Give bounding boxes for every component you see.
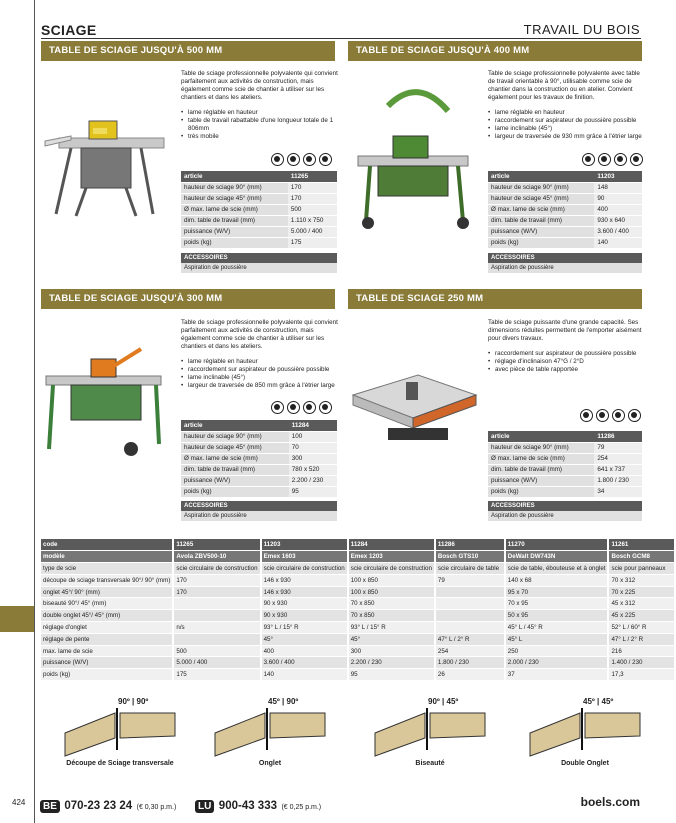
comparison-row: [41, 633, 675, 645]
row-label: onglet 45°/ 90° (mm): [41, 586, 173, 598]
goggles-icon: [628, 409, 641, 422]
ear-protection-icon: [303, 401, 316, 414]
product-photo: [348, 66, 480, 234]
cell-value: 250: [505, 645, 609, 657]
cell-value: 1.400 / 230: [608, 657, 675, 669]
safety-icon: [271, 153, 284, 166]
cut-label: Onglet: [258, 760, 282, 767]
product-title: TABLE DE SCIAGE 250 MM: [348, 289, 642, 309]
mask-icon: [303, 153, 316, 166]
row-label: réglage d'onglet: [41, 622, 173, 634]
ear-protection-icon: [598, 153, 611, 166]
page-tab: [0, 606, 34, 632]
cell-value: 93° L / 15° R: [261, 622, 348, 634]
cell-value: 146 x 930: [261, 574, 348, 586]
cell-value: 300: [348, 645, 435, 657]
rate-lu: (€ 0,25 p.m.): [281, 804, 322, 811]
wood-board-icon: [525, 708, 645, 758]
spec-table: article 11203 hauteur de sciage 90° (mm) 148 hauteur de sciage 45° (mm) 90 Ø max. lame de scie (mm) 400 dim. table de travail (mm) 930 x 640 puissance (W/V) 3.600 / 400 poids (kg) 140: [488, 171, 642, 249]
cell-value: 45° L: [505, 633, 609, 645]
row-label: modèle: [41, 551, 173, 563]
cell-value: 17,3: [608, 669, 675, 681]
cell-value: scie de table, ébouteuse et à onglet: [505, 563, 609, 575]
product-title: TABLE DE SCIAGE JUSQU'À 400 MM: [348, 41, 642, 61]
contact-lu: [195, 796, 321, 814]
cell-value: 50 x 95: [505, 610, 609, 622]
wood-board-icon: [370, 708, 490, 758]
cell-value: 95 x 70: [505, 586, 609, 598]
row-label: type de scie: [41, 563, 173, 575]
row-label: réglage de pente: [41, 633, 173, 645]
page-number: 424: [12, 798, 26, 807]
wood-piece-left: [65, 713, 115, 756]
row-label: découpe de sciage transversale 90°/ 90° (mm): [41, 574, 173, 586]
cell-value: 11203: [261, 539, 348, 551]
safety-icon: [580, 409, 593, 422]
cut-angles: [428, 697, 458, 706]
cell-value: 79: [435, 574, 505, 586]
row-label: code: [41, 539, 173, 551]
safety-icon: [271, 401, 284, 414]
cell-value: 26: [435, 669, 505, 681]
cell-value: 47° L / 2° R: [435, 633, 505, 645]
comparison-row: [41, 610, 675, 622]
cell-value: 95: [348, 669, 435, 681]
angle-1: 90º: [428, 697, 440, 706]
angle-separator: |: [594, 697, 602, 706]
cell-value: Emex 1603: [261, 551, 348, 563]
cut-angles: [583, 697, 613, 706]
cell-value: 140: [261, 669, 348, 681]
country-be: BE: [40, 800, 60, 813]
row-label: poids (kg): [41, 669, 173, 681]
comparison-row: [41, 598, 675, 610]
cell-value: 70 x 312: [608, 574, 675, 586]
cell-value: 90 x 930: [261, 610, 348, 622]
cell-value: scie circulaire de construction: [348, 563, 435, 575]
wood-piece-right: [120, 713, 175, 738]
cell-value: 70 x 95: [505, 598, 609, 610]
cell-value: 216: [608, 645, 675, 657]
cell-value: 70 x 225: [608, 586, 675, 598]
comparison-row: [41, 669, 675, 681]
cell-value: 100 x 850: [348, 574, 435, 586]
accessories: ACCESSOIRES Aspiration de poussière: [488, 501, 642, 521]
rate-be: (€ 0,30 p.m.): [136, 804, 177, 811]
ear-protection-icon: [287, 153, 300, 166]
product-description: Table de sciage puissante d'une grande capacité. Ses dimensions réduites permettent de l'emporter aisément pour divers travaux. • raccordement sur aspirateur de poussière possible • réglage d'inclinaison 47°G / 2°D • avec pièce de table rapportée: [488, 319, 646, 374]
cell-value: 400: [261, 645, 348, 657]
feature-icons: [271, 401, 332, 414]
cell-value: [173, 633, 260, 645]
cell-value: 45 x 225: [608, 610, 675, 622]
row-label: puissance (W/V): [41, 657, 173, 669]
comparison-row: [41, 586, 675, 598]
accessories: ACCESSOIRES Aspiration de poussière: [488, 253, 642, 273]
cell-value: [435, 622, 505, 634]
cut-label: Double Onglet: [561, 760, 609, 767]
section-title: TRAVAIL DU BOIS: [523, 22, 640, 37]
cell-value: 175: [173, 669, 260, 681]
cell-value: 11270: [505, 539, 609, 551]
goggles-icon: [319, 153, 332, 166]
cell-value: 52° L / 60° R: [608, 622, 675, 634]
cell-value: [173, 610, 260, 622]
angle-2: 45º: [446, 697, 459, 706]
contact-be: [40, 796, 176, 814]
comparison-table: [41, 539, 676, 681]
product-title: TABLE DE SCIAGE JUSQU'À 500 MM: [41, 41, 335, 61]
cut-label: Découpe de Sciage transversale: [66, 760, 174, 767]
mask-icon: [612, 409, 625, 422]
angle-1: 45º: [268, 697, 280, 706]
accessories: ACCESSOIRES Aspiration de poussière: [181, 501, 337, 521]
product-photo: [41, 314, 171, 464]
cell-value: 45°: [348, 633, 435, 645]
cell-value: scie circulaire de construction: [173, 563, 260, 575]
cell-value: DeWalt DW743N: [505, 551, 609, 563]
comparison-row: [41, 645, 675, 657]
cell-value: [435, 610, 505, 622]
product-photo: [41, 66, 171, 226]
cell-value: 140 x 68: [505, 574, 609, 586]
cell-value: 11286: [435, 539, 505, 551]
cell-value: 170: [173, 586, 260, 598]
angle-1: 45º: [583, 697, 595, 706]
cell-value: 70 x 850: [348, 610, 435, 622]
phone-be: 070-23 23 24: [64, 800, 133, 812]
safety-icon: [582, 153, 595, 166]
cut-angles: [268, 697, 298, 706]
cell-value: 45 x 312: [608, 598, 675, 610]
cell-value: scie circulaire de construction: [261, 563, 348, 575]
cell-value: 1.800 / 230: [435, 657, 505, 669]
comparison-row: [41, 551, 675, 563]
wood-piece-right: [270, 713, 325, 738]
cut-label: Biseauté: [415, 760, 445, 767]
cell-value: 254: [435, 645, 505, 657]
cell-value: scie pour panneaux: [608, 563, 675, 575]
wood-piece-right: [430, 713, 485, 738]
wood-piece-left: [530, 713, 580, 756]
mask-icon: [614, 153, 627, 166]
spec-table: article 11284 hauteur de sciage 90° (mm) 100 hauteur de sciage 45° (mm) 70 Ø max. lame de scie (mm) 300 dim. table de travail (mm) 780 x 520 puissance (W/V) 2.200 / 230 poids (kg) 95: [181, 420, 337, 498]
cell-value: 500: [173, 645, 260, 657]
feature-icons: [582, 153, 643, 166]
angle-2: 90º: [136, 697, 149, 706]
comparison-row: [41, 563, 675, 575]
cell-value: 2.200 / 230: [348, 657, 435, 669]
cell-value: 45° L / 45° R: [505, 622, 609, 634]
product-description: Table de sciage professionnelle polyvalente avec table de travail orientable à 90°, utilisable comme scie de chantier dans la construction ou en atelier. Convient également pour les travaux de finition. • lame réglable en hauteur • raccordement sur aspirateur de poussière possible • lame inclinable (45°) • largeur de traversée de 930 mm grâce à l'étrier large: [488, 70, 646, 141]
cell-value: Avola ZBV500-10: [173, 551, 260, 563]
cell-value: Emex 1203: [348, 551, 435, 563]
angle-separator: |: [279, 697, 287, 706]
comparison-row: [41, 539, 675, 551]
cell-value: 11284: [348, 539, 435, 551]
comparison-row: [41, 657, 675, 669]
feature-icons: [271, 153, 332, 166]
ear-protection-icon: [596, 409, 609, 422]
cell-value: 45°: [261, 633, 348, 645]
cell-value: [173, 598, 260, 610]
cell-value: 3.600 / 400: [261, 657, 348, 669]
cut-angles: [118, 697, 148, 706]
website-link[interactable]: boels.com: [580, 795, 640, 809]
wood-piece-left: [375, 713, 425, 756]
angle-separator: |: [129, 697, 137, 706]
header-rule: [41, 38, 641, 39]
angle-separator: |: [439, 697, 447, 706]
cell-value: 11261: [608, 539, 675, 551]
angle-1: 90º: [118, 697, 130, 706]
angle-2: 45º: [601, 697, 614, 706]
cell-value: 47° L / 2° R: [608, 633, 675, 645]
spec-table: article 11286 hauteur de sciage 90° (mm) 79 Ø max. lame de scie (mm) 254 dim. table de travail (mm) 641 x 737 puissance (W/V) 1.800 / 230 poids (kg) 34: [488, 431, 642, 498]
goggles-icon: [630, 153, 643, 166]
cell-value: 93° L / 15° R: [348, 622, 435, 634]
glove-icon: [287, 401, 300, 414]
accessories: ACCESSOIRES Aspiration de poussière: [181, 253, 337, 273]
cell-value: Bosch GTS10: [435, 551, 505, 563]
spec-table: article 11265 hauteur de sciage 90° (mm) 170 hauteur de sciage 45° (mm) 170 Ø max. lame de scie (mm) 500 dim. table de travail (mm) 1.110 x 750 puissance (W/V) 5.000 / 400 poids (kg) 175: [181, 171, 337, 249]
phone-lu: 900-43 333: [218, 800, 277, 812]
wood-board-icon: [210, 708, 330, 758]
cell-value: scie circulaire de table: [435, 563, 505, 575]
cell-value: 170: [173, 574, 260, 586]
row-label: max. lame de scie: [41, 645, 173, 657]
cell-value: [435, 586, 505, 598]
cell-value: 70 x 850: [348, 598, 435, 610]
cell-value: n/s: [173, 622, 260, 634]
cell-value: 146 x 930: [261, 586, 348, 598]
product-description: Table de sciage professionnelle polyvalente qui convient parfaitement aux activités de construction, mais également comme scie de chantier à utiliser sur les chantiers et dans les ateliers. • lame réglable en hauteur • table de travail rabattable d'une longueur totale de 1 806mm • très mobile: [181, 70, 339, 141]
wood-piece-left: [215, 713, 265, 756]
product-title: TABLE DE SCIAGE JUSQU'À 300 MM: [41, 289, 335, 309]
angle-2: 90º: [286, 697, 299, 706]
feature-icons: [580, 409, 641, 422]
comparison-row: [41, 622, 675, 634]
cell-value: 11265: [173, 539, 260, 551]
country-lu: LU: [195, 800, 214, 813]
margin-line: [34, 0, 35, 823]
wood-piece-right: [585, 713, 640, 738]
cell-value: [435, 598, 505, 610]
cell-value: Bosch GCM8: [608, 551, 675, 563]
cell-value: 2.000 / 230: [505, 657, 609, 669]
product-description: Table de sciage professionnelle polyvalente qui convient parfaitement aux activités de construction, mais également comme scie de chantier à utiliser sur les chantiers et dans les ateliers. • lame réglable en hauteur • raccordement sur aspirateur de poussière possible • lame inclinable (45°) • largeur de traversée de 850 mm grâce à l'étrier large: [181, 319, 339, 390]
wood-board-icon: [60, 708, 180, 758]
cell-value: 37: [505, 669, 609, 681]
cell-value: 90 x 930: [261, 598, 348, 610]
cell-value: 100 x 850: [348, 586, 435, 598]
comparison-row: [41, 574, 675, 586]
goggles-icon: [319, 401, 332, 414]
page-title: SCIAGE: [41, 22, 97, 38]
row-label: double onglet 45°/ 45° (mm): [41, 610, 173, 622]
product-photo: [348, 320, 480, 450]
row-label: biseauté 90°/ 45° (mm): [41, 598, 173, 610]
cell-value: 5.000 / 400: [173, 657, 260, 669]
